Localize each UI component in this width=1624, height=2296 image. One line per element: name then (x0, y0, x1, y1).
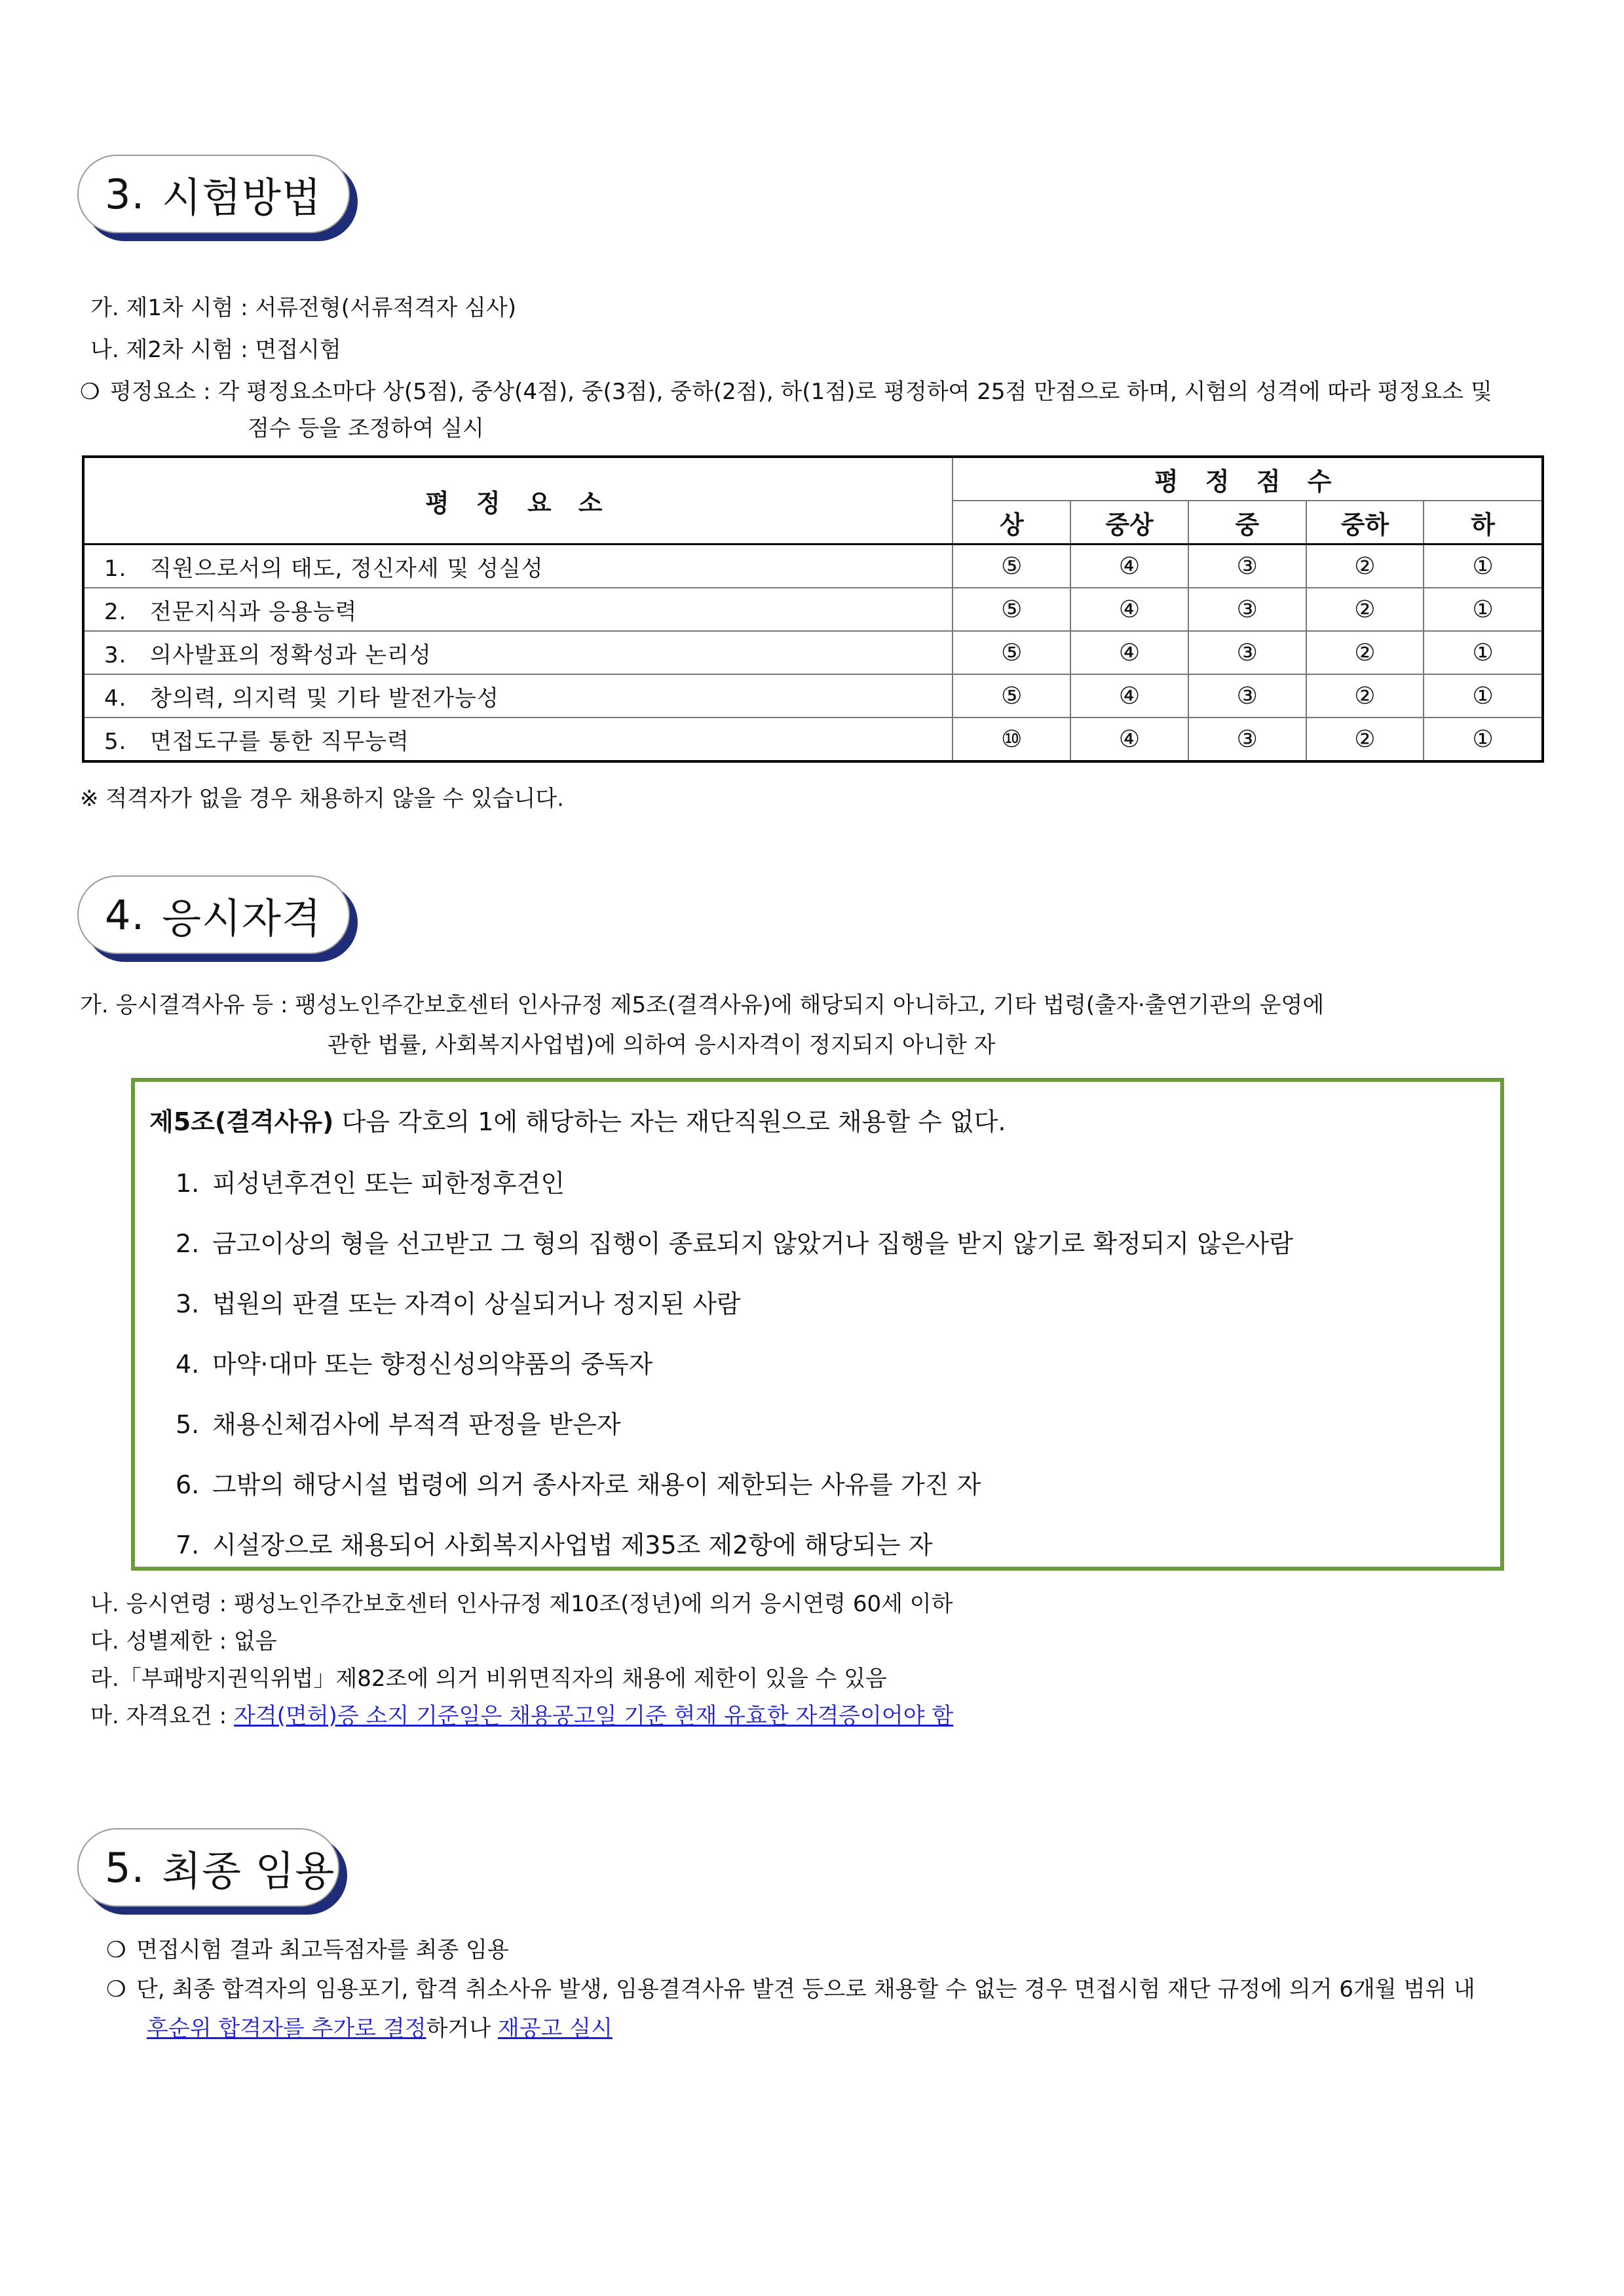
section-3-heading (77, 155, 350, 233)
score-cell: ⑤ (953, 674, 1070, 718)
score-cell: ⑤ (953, 631, 1070, 674)
score-cell: ④ (1070, 718, 1188, 761)
score-cell: ① (1424, 588, 1543, 631)
section-number: 3. (105, 170, 145, 218)
score-cell: ③ (1188, 674, 1306, 718)
score-cell: ④ (1070, 545, 1188, 588)
header-scores: 평 정 점 수 (953, 457, 1543, 501)
score-label: 중 (1188, 501, 1306, 545)
qualification-na: 나. 응시연령 : 팽성노인주간보호센터 인사규정 제10조(정년)에 의거 응시연령 60세 이하 (90, 1591, 953, 1617)
row-item: 4. 창의력, 의지력 및 기타 발전가능성 (83, 674, 953, 718)
disqualification-box (131, 1078, 1504, 1571)
qualification-da: 다. 성별제한 : 없음 (90, 1628, 277, 1655)
score-cell: ① (1424, 718, 1543, 761)
score-cell: ② (1306, 718, 1424, 761)
table-row (83, 674, 1543, 718)
list-item: 4. 마약·대마 또는 향정신성의약품의 중독자 (176, 1350, 653, 1379)
exam-item-2: 나. 제2차 시험 : 면접시험 (90, 337, 341, 363)
circle-bullet-icon: ❍ (80, 379, 100, 405)
qualification-ga-line-1: 가. 응시결격사유 등 : 팽성노인주간보호센터 인사규정 제5조(결격사유)에 해당되지 아니하고, 기타 법령(출자·출연기관의 운영에 (80, 992, 1325, 1018)
row-item: 1. 직원으로서의 태도, 정신자세 및 성실성 (83, 545, 953, 588)
score-cell: ③ (1188, 718, 1306, 761)
section-title: 응시자격 (162, 894, 322, 942)
table-row (83, 588, 1543, 631)
criteria-line-2: 점수 등을 조정하여 실시 (248, 415, 484, 442)
table-row (83, 545, 1543, 588)
row-item: 5. 면접도구를 통한 직무능력 (83, 718, 953, 761)
reannouncement-link[interactable]: 재공고 실시 (497, 2016, 613, 2042)
evaluation-table (82, 455, 1544, 763)
score-cell: ④ (1070, 588, 1188, 631)
score-cell: ④ (1070, 631, 1188, 674)
section-number: 5. (105, 1843, 145, 1892)
section-4-heading (77, 875, 350, 954)
score-cell: ② (1306, 674, 1424, 718)
box-title: 제5조(결격사유) 다음 각호의 1에 해당하는 자는 재단직원으로 채용할 수 없다. (149, 1107, 1006, 1136)
appointment-line-2: ❍ 단, 최종 합격자의 임용포기, 합격 취소사유 발생, 임용결격사유 발견 등으로 채용할 수 없는 경우 면접시험 재단 규정에 의거 6개월 범위 내 (106, 1976, 1475, 2002)
table-row (83, 631, 1543, 674)
section-title: 시험방법 (162, 173, 322, 221)
score-cell: ② (1306, 588, 1424, 631)
list-item: 5. 채용신체검사에 부적격 판정을 받은자 (176, 1410, 621, 1439)
score-cell: ① (1424, 545, 1543, 588)
list-item: 6. 그밖의 해당시설 법령에 의거 종사자로 채용이 제한되는 사유를 가진 자 (176, 1470, 981, 1499)
score-label: 중상 (1070, 501, 1188, 545)
qualification-link[interactable]: 자격(면허)증 소지 기준일은 채용공고일 기준 현재 유효한 자격증이어야 함 (233, 1703, 954, 1729)
section-number: 4. (105, 890, 145, 939)
qualification-ma: 마. 자격요건 : 자격(면허)증 소지 기준일은 채용공고일 기준 현재 유효한 자격증이어야 함 (90, 1703, 954, 1729)
appointment-line-1: ❍ 면접시험 결과 최고득점자를 최종 임용 (106, 1937, 509, 1963)
score-cell: ① (1424, 631, 1543, 674)
row-item: 3. 의사발표의 정확성과 논리성 (83, 631, 953, 674)
qualification-ga-line-2: 관한 법률, 사회복지사업법)에 의하여 응시자격이 정지되지 아니한 자 (328, 1032, 996, 1058)
score-label: 하 (1424, 501, 1543, 545)
header-elements: 평 정 요 소 (83, 457, 953, 545)
criteria-line-1: ❍ 평정요소 : 각 평정요소마다 상(5점), 중상(4점), 중(3점), 중하(2점), 하(1점)로 평정하여 25점 만점으로 하며, 시험의 성격에 따라 평정요소 및 (80, 379, 1492, 405)
score-cell: ③ (1188, 631, 1306, 674)
additional-pass-link[interactable]: 후순위 합격자를 추가로 결정 (147, 2016, 426, 2042)
row-item: 2. 전문지식과 응용능력 (83, 588, 953, 631)
score-cell: ② (1306, 631, 1424, 674)
score-cell: ③ (1188, 545, 1306, 588)
score-cell: ⑩ (953, 718, 1070, 761)
score-cell: ① (1424, 674, 1543, 718)
qualification-ra: 라.「부패방지권익위법」제82조에 의거 비위면직자의 채용에 제한이 있을 수 있음 (90, 1666, 887, 1692)
score-label: 중하 (1306, 501, 1424, 545)
score-cell: ② (1306, 545, 1424, 588)
exam-item-1: 가. 제1차 시험 : 서류전형(서류적격자 심사) (90, 295, 516, 321)
section-title: 최종 임용 (162, 1846, 335, 1895)
list-item: 3. 법원의 판결 또는 자격이 상실되거나 정지된 사람 (176, 1290, 741, 1318)
appointment-line-3: 후순위 합격자를 추가로 결정하거나 재공고 실시 (147, 2016, 613, 2042)
list-item: 2. 금고이상의 형을 선고받고 그 형의 집행이 종료되지 않았거나 집행을 받지 않기로 확정되지 않은사람 (176, 1229, 1293, 1258)
list-item: 7. 시설장으로 채용되어 사회복지사업법 제35조 제2항에 해당되는 자 (176, 1531, 933, 1559)
score-cell: ⑤ (953, 588, 1070, 631)
score-cell: ④ (1070, 674, 1188, 718)
table-note: ※ 적격자가 없을 경우 채용하지 않을 수 있습니다. (80, 786, 564, 812)
score-cell: ③ (1188, 588, 1306, 631)
section-5-heading (77, 1828, 339, 1907)
score-label: 상 (953, 501, 1070, 545)
table-row (83, 718, 1543, 761)
circle-bullet-icon: ❍ (106, 1976, 126, 2002)
circle-bullet-icon: ❍ (106, 1937, 126, 1963)
list-item: 1. 피성년후견인 또는 피한정후견인 (176, 1169, 565, 1198)
score-cell: ⑤ (953, 545, 1070, 588)
